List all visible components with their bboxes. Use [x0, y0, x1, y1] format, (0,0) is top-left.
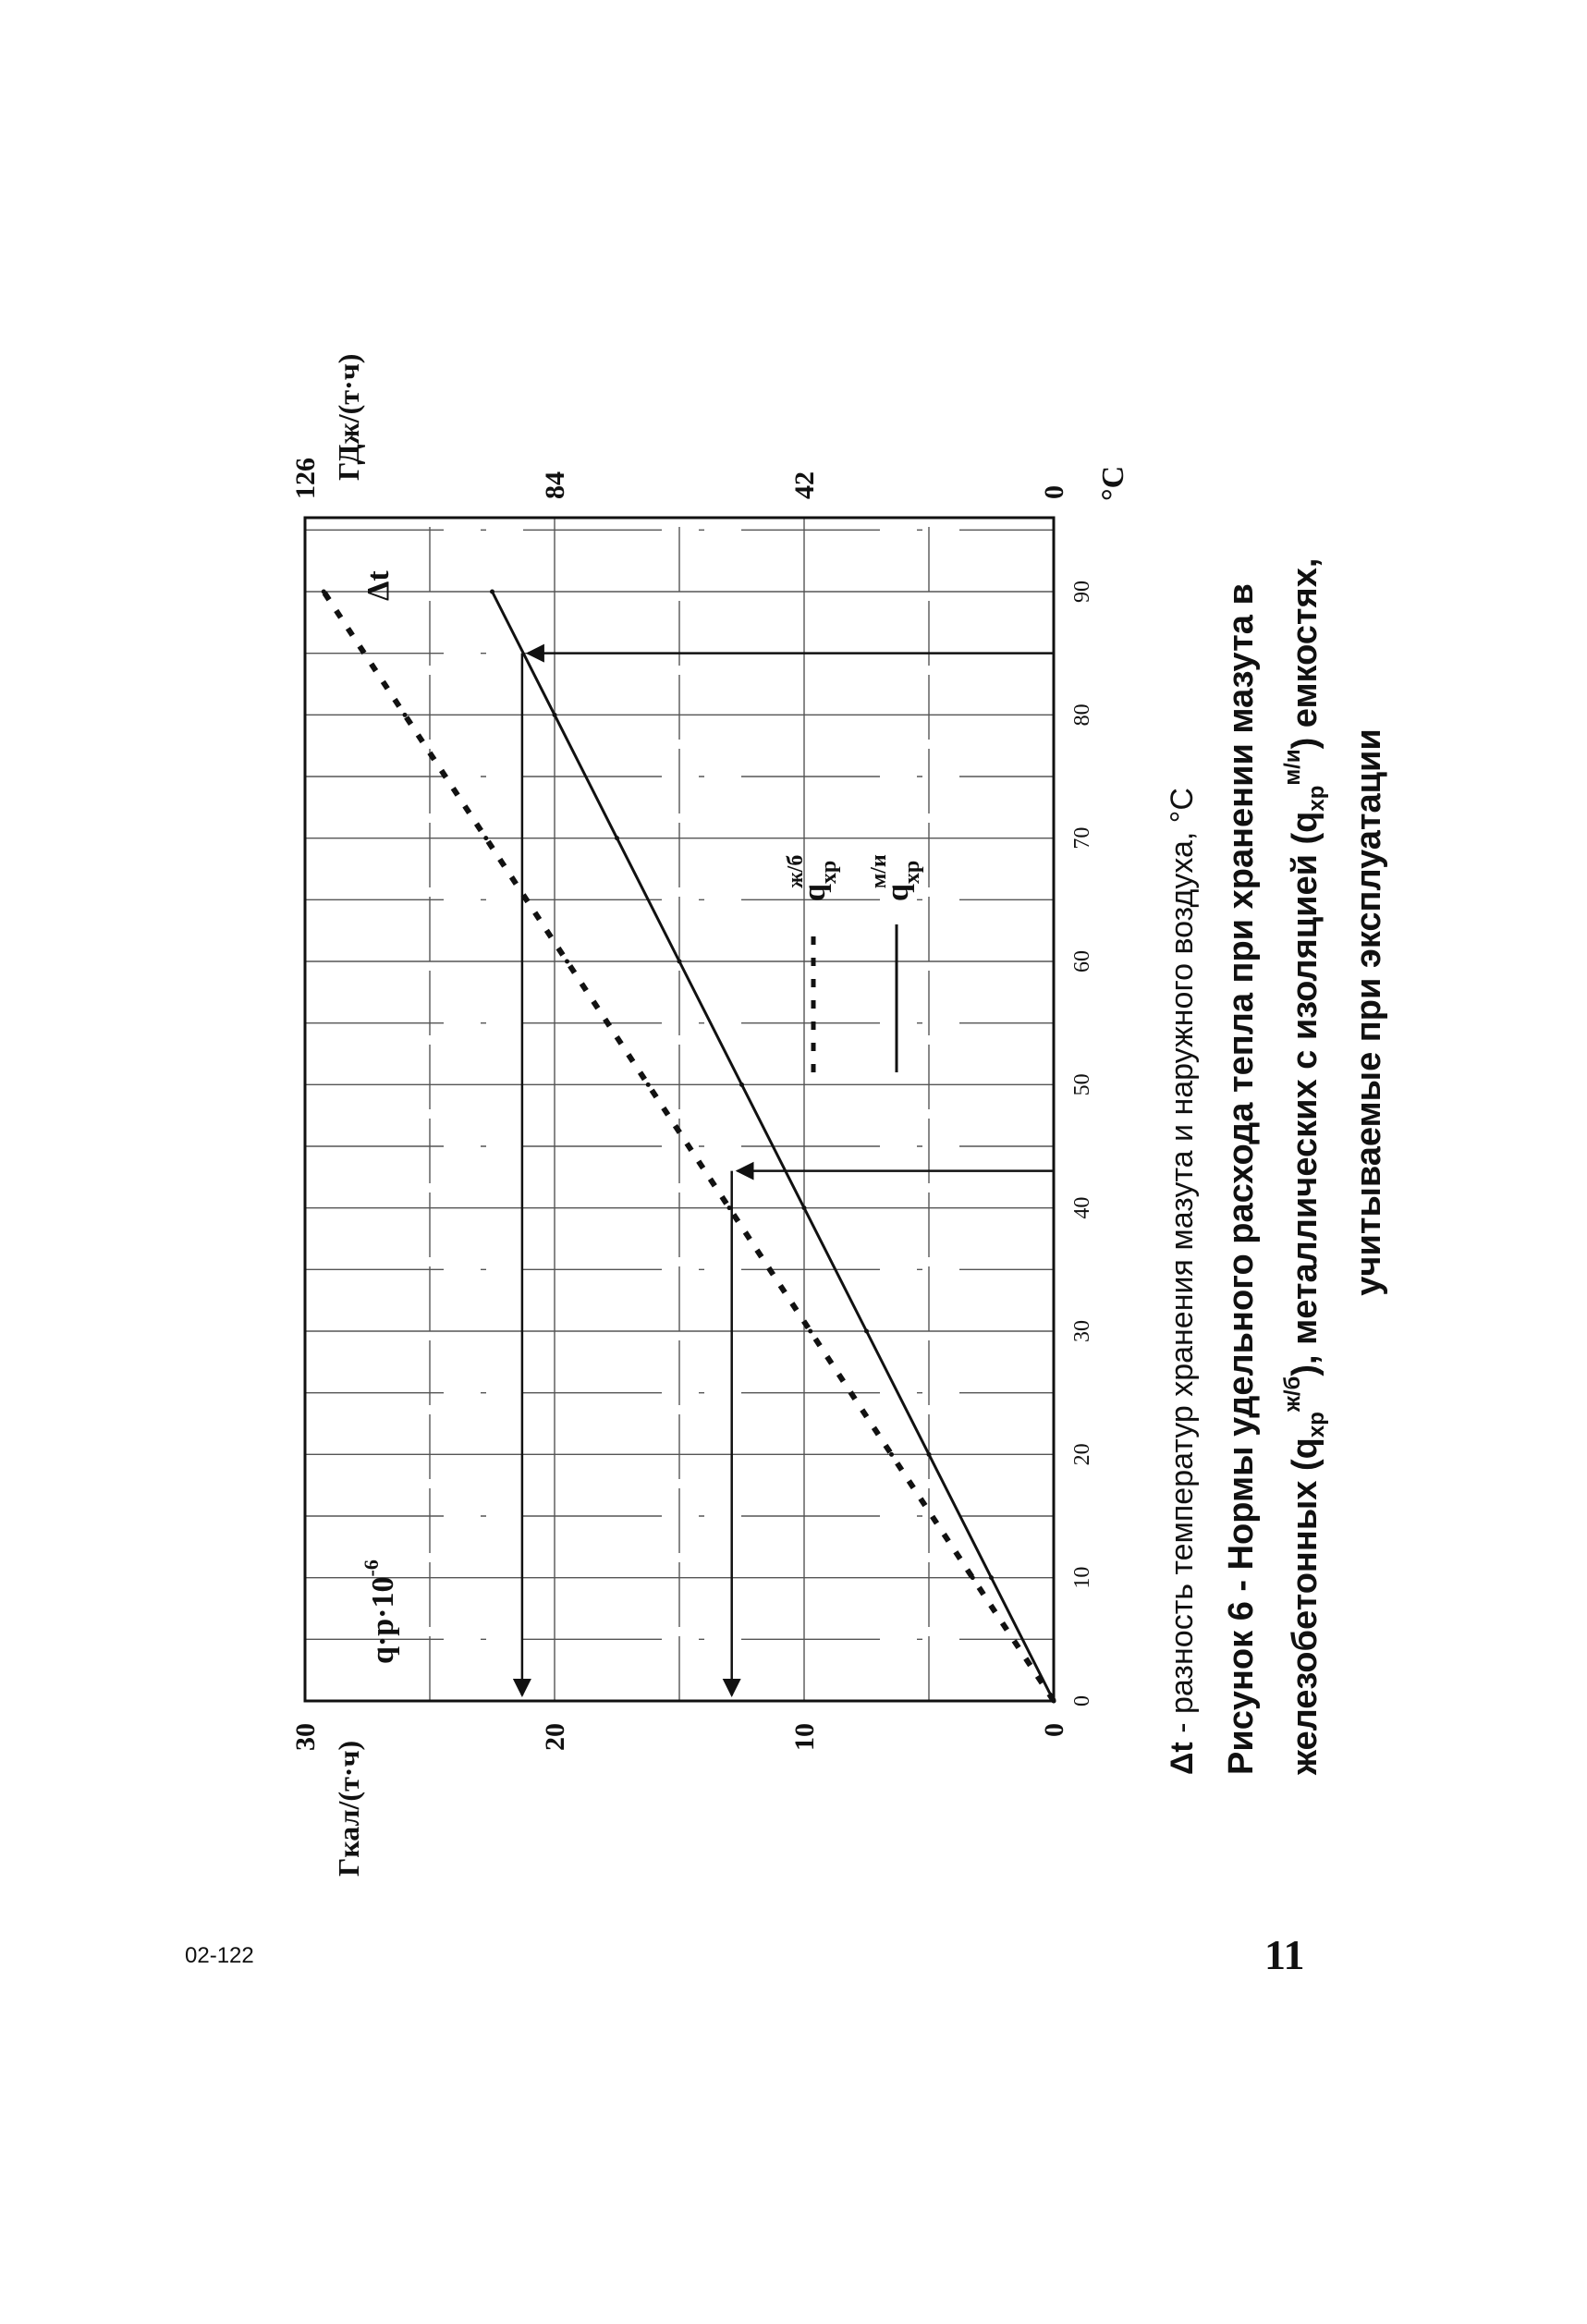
delta-t-definition	[1165, 250, 1201, 1775]
y-tick-label: 10	[789, 1723, 820, 1751]
series-0-point	[889, 1452, 894, 1457]
legend-subscript: хр	[900, 861, 924, 885]
y-tick-label: 30	[290, 1723, 321, 1751]
legend-superscript: ж/б	[784, 854, 808, 888]
caption-line-2-b: ), металлических с изоляцией (q	[1286, 811, 1325, 1376]
series-1-point	[678, 960, 682, 964]
document-code: 02-122	[185, 1943, 254, 1968]
series-0-point	[565, 960, 569, 964]
caption-sup-2: м/и	[1280, 749, 1305, 786]
x-tick-label: 40	[1070, 1196, 1094, 1219]
y-expression-exponent: -6	[360, 1560, 383, 1577]
delta-t-symbol: Δt	[1165, 1742, 1200, 1775]
series-1-point	[615, 836, 619, 840]
caption-sub-2: хр	[1304, 785, 1329, 812]
series-0-point	[808, 1329, 812, 1334]
x-tick-label: 90	[1070, 581, 1094, 603]
legend-superscript: м/и	[867, 854, 891, 889]
y2-tick-label: 126	[290, 458, 321, 499]
series-1-point	[553, 713, 557, 717]
series-0-point	[322, 590, 326, 594]
chart	[166, 185, 1128, 1886]
caption-line-3: учитываемые при эксплуатации	[1349, 728, 1388, 1296]
y2-tick-label: 84	[540, 471, 570, 499]
series-1-point	[802, 1205, 807, 1210]
x-symbol: Δt	[361, 570, 396, 601]
y-tick-label: 20	[540, 1723, 570, 1751]
delta-t-text: - разность температур хранения мазута и наружного воздуха,	[1165, 823, 1200, 1743]
y-tick-label: 0	[1039, 1723, 1069, 1737]
page-number: 11	[1264, 1931, 1305, 1978]
caption-line-1: Рисунок 6 - Нормы удельного расхода тепла при хранении мазута в	[1222, 583, 1261, 1775]
legend-label-0	[784, 855, 841, 901]
legend-name: q	[798, 884, 832, 901]
x-tick-label: 10	[1070, 1566, 1094, 1589]
figure-caption	[1165, 250, 1395, 1775]
x-tick-label: 80	[1070, 703, 1094, 727]
x-tick-label: 50	[1070, 1073, 1094, 1096]
legend-subscript: хр	[817, 860, 841, 885]
legend-name: q	[881, 884, 915, 901]
series-0-point	[971, 1575, 975, 1580]
caption-line-2	[1267, 250, 1343, 1775]
series-1-point	[490, 590, 494, 594]
x-tick-label: 70	[1070, 826, 1094, 850]
legend-label-1	[867, 854, 924, 901]
y2-axis-unit: ГДж/(т·ч)	[332, 353, 365, 481]
delta-t-unit: °C	[1165, 788, 1200, 824]
caption-sup-1: ж/б	[1280, 1376, 1305, 1413]
y2-tick-label: 0	[1039, 485, 1069, 499]
x-axis-unit: °C	[1096, 465, 1130, 501]
x-tick-label: 30	[1070, 1320, 1094, 1342]
caption-sub-1: хр	[1304, 1412, 1329, 1438]
x-tick-label: 60	[1070, 950, 1094, 972]
series-1-point	[1052, 1699, 1056, 1704]
series-0-point	[483, 836, 488, 840]
y-expression	[360, 1560, 400, 1664]
figure	[166, 185, 1388, 1886]
series-1-point	[739, 1082, 744, 1087]
series-1-point	[927, 1452, 932, 1457]
y2-tick-label: 42	[789, 471, 820, 499]
y-axis-unit: Гкал/(т·ч)	[332, 1740, 365, 1877]
series-1-point	[864, 1329, 869, 1334]
x-tick-label: 0	[1070, 1695, 1094, 1706]
series-0-point	[403, 713, 408, 717]
y-expression-base: q·p·10	[366, 1576, 400, 1664]
x-tick-label: 20	[1070, 1443, 1094, 1466]
caption-line-2-a: железобетонных (q	[1286, 1437, 1325, 1775]
series-0-point	[646, 1082, 651, 1087]
caption-line-2-c: ) емкостях,	[1286, 557, 1325, 750]
series-1-point	[989, 1575, 994, 1580]
